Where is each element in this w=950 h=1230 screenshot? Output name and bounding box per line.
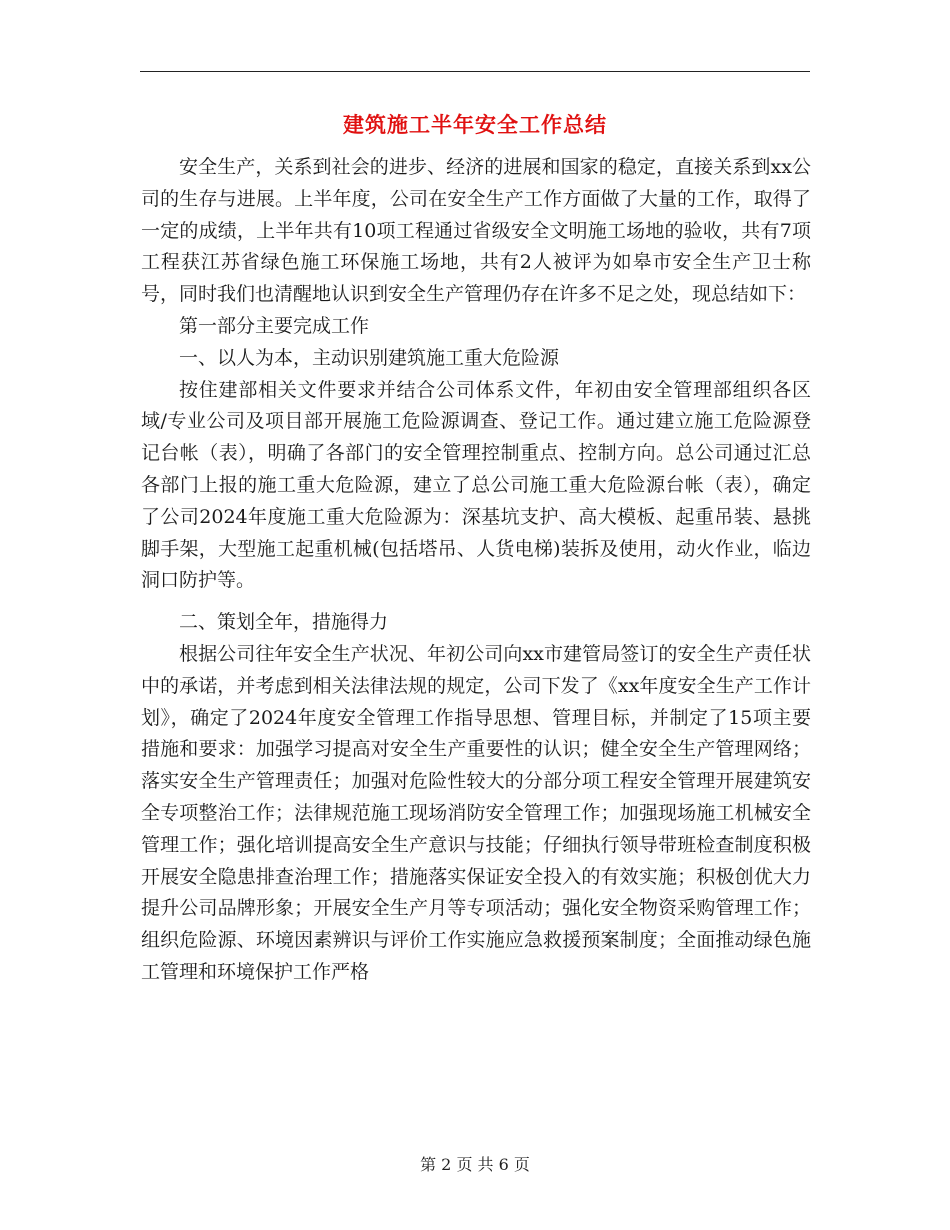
section-heading-part-one: 第一部分主要完成工作 — [179, 314, 370, 337]
header-rule — [140, 71, 810, 72]
paragraph-hazard-sources: 按住建部相关文件要求并结合公司体系文件，年初由安全管理部组织各区域/专业公司及项目部开展施工危险源调查、登记工作。通过建立施工危险源登记台帐（表），明确了各部门的安全管理控制重点、控制方向。总公司通过汇总各部门上报的施工重大危险源，建立了总公司施工重大危险源台帐（表），确定了公司2024年度施工重大危险源为：深基坑支护、高大模板、起重吊装、悬挑脚手架，大型施工起重机械(包括塔吊、人货电梯)装拆及使用，动火作业，临边洞口防护等。 — [141, 378, 811, 592]
subsection-heading-one: 一、以人为本，主动识别建筑施工重大危险源 — [179, 346, 560, 369]
subsection-heading-two: 二、策划全年，措施得力 — [179, 611, 389, 634]
page-number-footer: 第 2 页 共 6 页 — [420, 1155, 530, 1174]
document-body — [141, 152, 811, 989]
document-title: 建筑施工半年安全工作总结 — [343, 112, 607, 137]
paragraph-intro: 安全生产，关系到社会的进步、经济的进展和国家的稳定，直接关系到xx公司的生存与进展。上半年度，公司在安全生产工作方面做了大量的工作，取得了一定的成绩，上半年共有10项工程通过省级安全文明施工场地的验收，共有7项工程获江苏省绿色施工环保施工场地，共有2人被评为如皋市安全生产卫士称号，同时我们也清醒地认识到安全生产管理仍存在许多不足之处，现总结如下： — [141, 156, 811, 306]
paragraph-annual-plan: 根据公司往年安全生产状况、年初公司向xx市建管局签订的安全生产责任状中的承诺，并考虑到相关法律法规的规定，公司下发了《xx年度安全生产工作计划》，确定了2024年度安全管理工作指导思想、管理目标，并制定了15项主要措施和要求：加强学习提高对安全生产重要性的认识；健全安全生产管理网络；落实安全生产管理责任；加强对危险性较大的分部分项工程安全管理开展建筑安全专项整治工作；法律规范施工现场消防安全管理工作；加强现场施工机械安全管理工作；强化培训提高安全生产意识与技能；仔细执行领导带班检查制度积极开展安全隐患排查治理工作；措施落实保证安全投入的有效实施；积极创优大力提升公司品牌形象；开展安全生产月等专项活动；强化安全物资采购管理工作；组织危险源、环境因素辨识与评价工作实施应急救援预案制度；全面推动绿色施工管理和环境保护工作严格 — [141, 642, 811, 983]
